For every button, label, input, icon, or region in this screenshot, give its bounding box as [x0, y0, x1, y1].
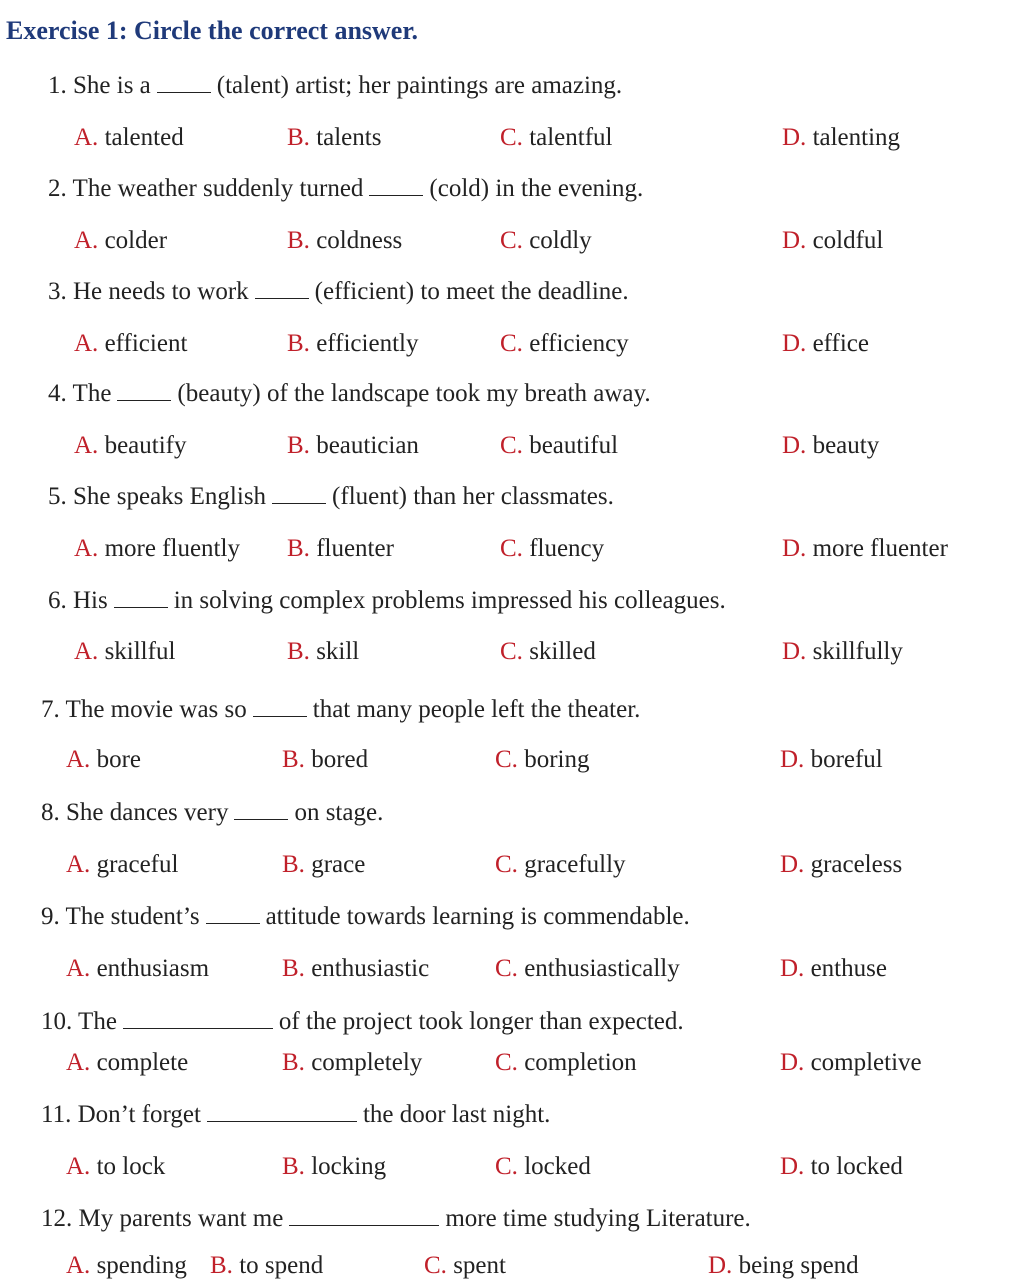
- question-text-start: 3. He needs to work: [48, 278, 249, 305]
- answer-blank: [253, 715, 307, 717]
- question-text-end: more time studying Literature.: [445, 1205, 751, 1232]
- answer-blank: [255, 297, 309, 299]
- option-letter: D.: [780, 851, 805, 878]
- option-letter: A.: [66, 955, 91, 982]
- option-text: boreful: [804, 746, 883, 773]
- option-12-c[interactable]: [424, 1252, 506, 1280]
- option-11-d[interactable]: [780, 1153, 903, 1181]
- option-10-c[interactable]: [495, 1049, 637, 1077]
- option-11-b[interactable]: [282, 1153, 386, 1181]
- option-4-d[interactable]: [782, 432, 879, 460]
- question-text-end: the door last night.: [362, 1101, 551, 1128]
- option-text: coldful: [806, 227, 884, 254]
- option-letter: C.: [495, 955, 518, 982]
- question-6: [48, 587, 726, 615]
- option-3-a[interactable]: [74, 330, 187, 358]
- option-letter: C.: [500, 124, 523, 151]
- option-12-a[interactable]: [66, 1252, 187, 1280]
- option-text: graceful: [90, 851, 179, 878]
- option-10-b[interactable]: [282, 1049, 422, 1077]
- option-text: enthusiastically: [517, 955, 680, 982]
- option-6-a[interactable]: [74, 638, 175, 666]
- option-letter: D.: [780, 955, 805, 982]
- question-text-end: (efficient) to meet the deadline.: [314, 278, 629, 305]
- option-1-d[interactable]: [782, 124, 900, 152]
- option-letter: B.: [282, 746, 305, 773]
- option-letter: C.: [500, 432, 523, 459]
- option-letter: A.: [66, 851, 91, 878]
- option-letter: A.: [66, 1153, 91, 1180]
- option-text: beauty: [806, 432, 880, 459]
- option-text: more fluently: [98, 535, 240, 562]
- option-12-d[interactable]: [708, 1252, 859, 1280]
- option-7-c[interactable]: [495, 746, 589, 774]
- option-text: bored: [304, 746, 369, 773]
- option-text: completely: [304, 1049, 423, 1076]
- question-2: [48, 175, 643, 203]
- question-10: [41, 1008, 684, 1036]
- question-text-start: 2. The weather suddenly turned: [48, 175, 364, 202]
- option-letter: D.: [782, 330, 807, 357]
- option-text: coldly: [522, 227, 592, 254]
- question-text-end: (beauty) of the landscape took my breath away.: [177, 380, 651, 407]
- option-text: graceless: [804, 851, 903, 878]
- option-text: efficient: [98, 330, 188, 357]
- option-5-a[interactable]: [74, 535, 240, 563]
- answer-blank: [123, 1027, 273, 1029]
- question-text-end: of the project took longer than expected.: [278, 1008, 684, 1035]
- option-letter: C.: [495, 1153, 518, 1180]
- option-10-d[interactable]: [780, 1049, 922, 1077]
- option-6-c[interactable]: [500, 638, 596, 666]
- question-text-start: 8. She dances very: [41, 799, 229, 826]
- option-text: to lock: [90, 1153, 166, 1180]
- option-6-d[interactable]: [782, 638, 903, 666]
- option-text: skillful: [98, 638, 176, 665]
- option-text: skillfully: [806, 638, 903, 665]
- option-text: coldness: [309, 227, 403, 254]
- question-12: [41, 1205, 751, 1233]
- option-letter: A.: [74, 432, 99, 459]
- answer-blank: [289, 1224, 439, 1226]
- option-9-a[interactable]: [66, 955, 209, 983]
- option-7-d[interactable]: [780, 746, 883, 774]
- option-letter: D.: [780, 1153, 805, 1180]
- question-text-start: 1. She is a: [48, 72, 151, 99]
- option-letter: A.: [74, 535, 99, 562]
- option-4-b[interactable]: [287, 432, 419, 460]
- answer-blank: [157, 91, 211, 93]
- option-8-d[interactable]: [780, 851, 902, 879]
- option-text: enthusiasm: [90, 955, 210, 982]
- question-8: [41, 799, 383, 827]
- answer-blank: [117, 399, 171, 401]
- option-1-c[interactable]: [500, 124, 613, 152]
- option-letter: B.: [287, 330, 310, 357]
- option-text: more fluenter: [806, 535, 948, 562]
- option-text: to spend: [232, 1252, 324, 1279]
- option-text: spending: [90, 1252, 187, 1279]
- option-letter: D.: [708, 1252, 733, 1279]
- option-letter: D.: [780, 1049, 805, 1076]
- option-letter: A.: [66, 1252, 91, 1279]
- answer-blank: [114, 606, 168, 608]
- option-letter: B.: [282, 955, 305, 982]
- option-text: talenting: [806, 124, 901, 151]
- option-letter: C.: [500, 227, 523, 254]
- question-text-end: that many people left the theater.: [312, 696, 641, 723]
- question-7: [41, 696, 640, 724]
- option-text: skilled: [522, 638, 596, 665]
- option-8-a[interactable]: [66, 851, 178, 879]
- option-10-a[interactable]: [66, 1049, 188, 1077]
- option-4-c[interactable]: [500, 432, 618, 460]
- question-text-end: (talent) artist; her paintings are amazing.: [216, 72, 623, 99]
- option-text: locking: [304, 1153, 387, 1180]
- option-text: locked: [517, 1153, 591, 1180]
- option-letter: C.: [500, 638, 523, 665]
- answer-blank: [234, 818, 288, 820]
- option-letter: D.: [782, 638, 807, 665]
- option-letter: A.: [74, 638, 99, 665]
- question-text-end: attitude towards learning is commendable.: [265, 903, 690, 930]
- option-4-a[interactable]: [74, 432, 186, 460]
- question-5: [48, 483, 614, 511]
- question-text-start: 7. The movie was so: [41, 696, 247, 723]
- option-letter: B.: [282, 1153, 305, 1180]
- option-text: spent: [446, 1252, 506, 1279]
- question-text-start: 12. My parents want me: [41, 1205, 284, 1232]
- option-text: beautician: [309, 432, 419, 459]
- option-text: completive: [804, 1049, 922, 1076]
- option-text: efficiently: [309, 330, 419, 357]
- option-letter: C.: [495, 851, 518, 878]
- option-text: being spend: [732, 1252, 859, 1279]
- option-text: beautiful: [522, 432, 619, 459]
- question-11: [41, 1101, 550, 1129]
- option-letter: C.: [495, 746, 518, 773]
- option-12-b[interactable]: [210, 1252, 323, 1280]
- option-letter: C.: [424, 1252, 447, 1279]
- option-letter: C.: [500, 330, 523, 357]
- option-7-a[interactable]: [66, 746, 141, 774]
- option-11-a[interactable]: [66, 1153, 165, 1181]
- option-letter: D.: [782, 124, 807, 151]
- question-text-end: (cold) in the evening.: [429, 175, 644, 202]
- option-text: fluenter: [309, 535, 394, 562]
- option-letter: D.: [782, 432, 807, 459]
- option-letter: C.: [500, 535, 523, 562]
- option-letter: D.: [782, 535, 807, 562]
- answer-blank: [272, 502, 326, 504]
- option-3-d[interactable]: [782, 330, 869, 358]
- option-letter: B.: [287, 535, 310, 562]
- option-text: complete: [90, 1049, 189, 1076]
- question-text-end: (fluent) than her classmates.: [332, 483, 614, 510]
- option-letter: B.: [210, 1252, 233, 1279]
- option-1-a[interactable]: [74, 124, 184, 152]
- question-text-end: in solving complex problems impressed his colleagues.: [173, 587, 726, 614]
- question-text-start: 6. His: [48, 587, 108, 614]
- option-text: skill: [309, 638, 360, 665]
- option-text: talents: [309, 124, 382, 151]
- option-3-b[interactable]: [287, 330, 418, 358]
- option-letter: A.: [74, 124, 99, 151]
- question-text-end: on stage.: [294, 799, 384, 826]
- option-2-a[interactable]: [74, 227, 167, 255]
- answer-blank: [207, 1120, 357, 1122]
- option-11-c[interactable]: [495, 1153, 591, 1181]
- option-text: gracefully: [517, 851, 626, 878]
- option-letter: B.: [287, 432, 310, 459]
- option-text: grace: [304, 851, 366, 878]
- option-letter: D.: [782, 227, 807, 254]
- option-8-c[interactable]: [495, 851, 626, 879]
- option-2-b[interactable]: [287, 227, 402, 255]
- option-9-d[interactable]: [780, 955, 887, 983]
- question-1: [48, 72, 622, 100]
- option-6-b[interactable]: [287, 638, 359, 666]
- option-letter: C.: [495, 1049, 518, 1076]
- option-text: efficiency: [522, 330, 629, 357]
- option-2-d[interactable]: [782, 227, 883, 255]
- option-text: to locked: [804, 1153, 903, 1180]
- option-text: colder: [98, 227, 168, 254]
- option-letter: B.: [287, 227, 310, 254]
- question-text-start: 10. The: [41, 1008, 117, 1035]
- option-9-c[interactable]: [495, 955, 680, 983]
- option-2-c[interactable]: [500, 227, 592, 255]
- option-5-d[interactable]: [782, 535, 948, 563]
- option-letter: B.: [287, 124, 310, 151]
- option-8-b[interactable]: [282, 851, 365, 879]
- answer-blank: [369, 194, 423, 196]
- option-text: effice: [806, 330, 869, 357]
- option-text: enthusiastic: [304, 955, 430, 982]
- option-letter: A.: [74, 227, 99, 254]
- option-3-c[interactable]: [500, 330, 629, 358]
- option-text: completion: [517, 1049, 637, 1076]
- option-1-b[interactable]: [287, 124, 381, 152]
- option-letter: A.: [74, 330, 99, 357]
- option-5-b[interactable]: [287, 535, 394, 563]
- option-text: bore: [90, 746, 141, 773]
- option-text: talented: [98, 124, 184, 151]
- option-letter: B.: [282, 851, 305, 878]
- exercise-title: Exercise 1: Circle the correct answer.: [6, 16, 419, 45]
- question-3: [48, 278, 629, 306]
- option-letter: A.: [66, 746, 91, 773]
- question-text-start: 5. She speaks English: [48, 483, 267, 510]
- question-4: [48, 380, 651, 408]
- question-text-start: 9. The student’s: [41, 903, 200, 930]
- option-7-b[interactable]: [282, 746, 368, 774]
- option-letter: B.: [282, 1049, 305, 1076]
- option-text: enthuse: [804, 955, 887, 982]
- option-9-b[interactable]: [282, 955, 429, 983]
- question-text-start: 4. The: [48, 380, 112, 407]
- question-text-start: 11. Don’t forget: [41, 1101, 201, 1128]
- option-text: beautify: [98, 432, 187, 459]
- option-text: fluency: [522, 535, 605, 562]
- option-letter: B.: [287, 638, 310, 665]
- option-5-c[interactable]: [500, 535, 604, 563]
- option-letter: D.: [780, 746, 805, 773]
- option-letter: A.: [66, 1049, 91, 1076]
- question-9: [41, 903, 690, 931]
- option-text: talentful: [522, 124, 613, 151]
- answer-blank: [206, 922, 260, 924]
- option-text: boring: [517, 746, 590, 773]
